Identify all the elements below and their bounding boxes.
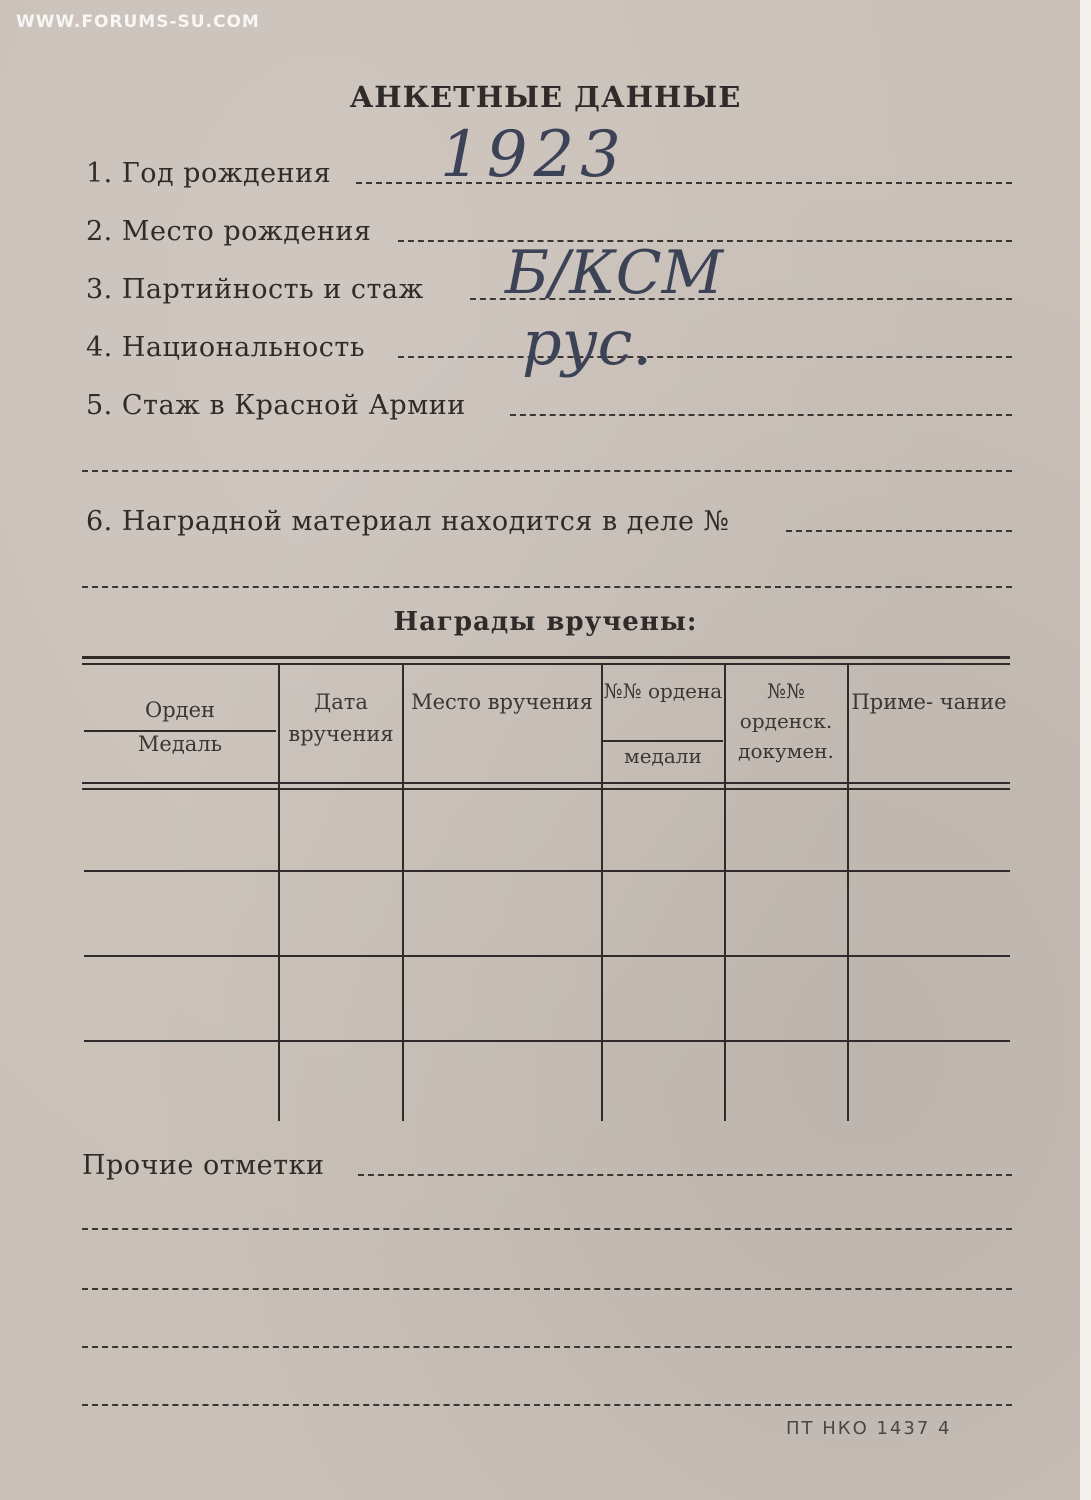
field-birth-place-label: 2. Место рождения bbox=[86, 216, 372, 247]
table-row-line-1 bbox=[84, 870, 1010, 872]
other-notes-line-3 bbox=[82, 1288, 1012, 1290]
col-header-document-number: №№ орденск. докумен. bbox=[738, 679, 834, 763]
field-army-service-line-2 bbox=[82, 470, 1012, 472]
field-army-service-label: 5. Стаж в Красной Армии bbox=[86, 390, 466, 421]
table-top-rule bbox=[82, 656, 1010, 659]
other-notes-line-2 bbox=[82, 1228, 1012, 1230]
field-nationality-line bbox=[398, 356, 1012, 358]
field-award-file-label: 6. Наградной материал находится в деле № bbox=[86, 506, 730, 537]
field-nationality-label: 4. Национальность bbox=[86, 332, 366, 363]
other-notes-line-1 bbox=[358, 1174, 1012, 1176]
col-header-medal-number: медали bbox=[624, 744, 702, 768]
table-row-line-2 bbox=[84, 955, 1010, 957]
table-top-rule-2 bbox=[82, 663, 1010, 665]
col-header-order: Орден bbox=[144, 698, 215, 722]
other-notes-line-5 bbox=[82, 1404, 1012, 1406]
form-title: АНКЕТНЫЕ ДАННЫЕ bbox=[349, 80, 742, 114]
field-nationality-value: рус. bbox=[522, 306, 653, 379]
field-award-file-line bbox=[786, 530, 1012, 532]
table-header-rule-2 bbox=[82, 788, 1010, 790]
table-row-line-3 bbox=[84, 1040, 1010, 1042]
col-header-note: Приме- чание bbox=[851, 690, 1007, 714]
other-notes-line-4 bbox=[82, 1346, 1012, 1348]
col-header-medal: Медаль bbox=[137, 732, 223, 756]
field-award-file-line-2 bbox=[82, 586, 1012, 588]
col-header-date: Дата вручения bbox=[288, 690, 394, 746]
watermark: WWW.FORUMS-SU.COM bbox=[16, 12, 260, 32]
col-header-place: Место вручения bbox=[411, 690, 593, 714]
field-birth-year-label: 1. Год рождения bbox=[86, 158, 332, 189]
other-notes-label: Прочие отметки bbox=[82, 1150, 325, 1181]
table-header-rule bbox=[82, 782, 1010, 784]
awards-title: Награды вручены: bbox=[393, 607, 698, 637]
col-divider-2 bbox=[402, 665, 404, 1121]
field-party-value: Б/КСМ bbox=[505, 238, 724, 308]
field-birth-year-value: 1923 bbox=[440, 118, 627, 192]
field-army-service-line bbox=[510, 414, 1012, 416]
col-header-order-number: №№ ордена bbox=[603, 679, 723, 703]
form-code: ПТ НКО 1437 4 bbox=[786, 1418, 952, 1439]
field-party-label: 3. Партийность и стаж bbox=[86, 274, 424, 305]
col-divider-5 bbox=[847, 665, 849, 1121]
col-divider-3 bbox=[601, 665, 603, 1121]
